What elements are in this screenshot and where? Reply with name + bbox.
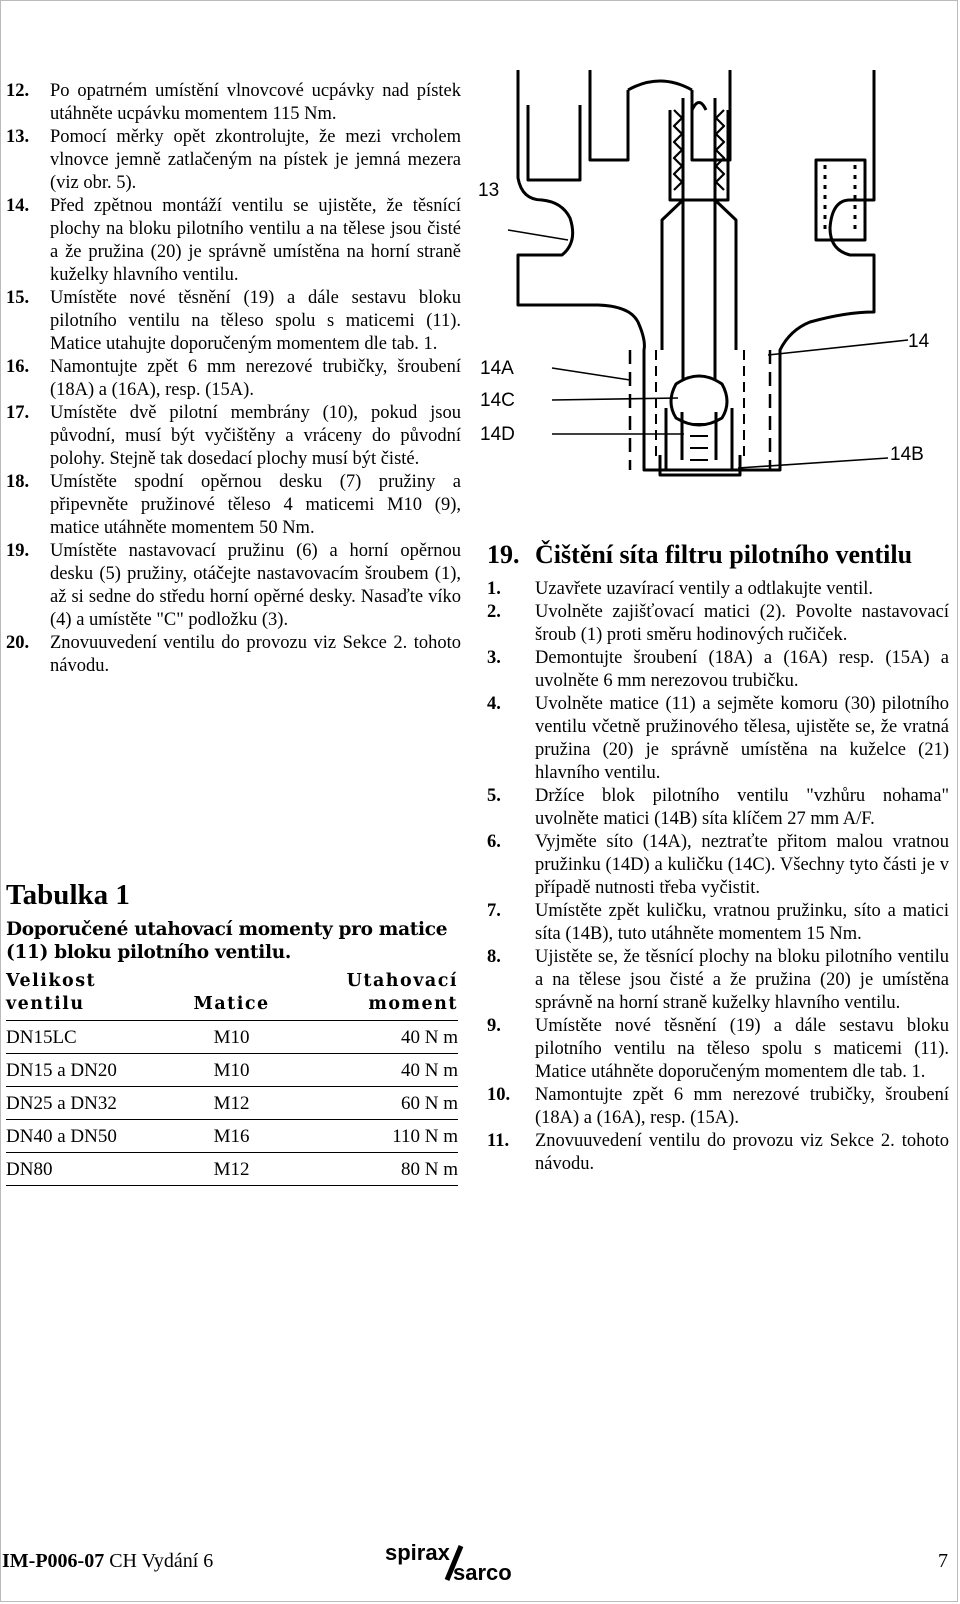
step-number: 16.: [6, 357, 30, 377]
header-size-line1: Velikost: [6, 971, 97, 991]
valve-cross-section-svg: [470, 50, 940, 520]
spirax-sarco-logo: [383, 1542, 553, 1584]
cell-size: DN80: [6, 1153, 174, 1186]
step-number: 6.: [487, 832, 501, 852]
cell-nut: M12: [174, 1087, 289, 1120]
step-13: [6, 126, 461, 195]
step-text: Ujistěte se, že těsnící plochy na bloku pilotního ventilu a na tělese jsou čisté a že pružina (20) je umístěna správně na horní straně kuželky hlavního ventilu.: [535, 947, 949, 1013]
step-text: Umístěte nové těsnění (19) a dále sestavu bloku pilotního ventilu na těleso spolu s maticemi (11). Matice utahujte doporučeným momentem dle tab. 1.: [50, 288, 461, 354]
step-text: Umístěte spodní opěrnou desku (7) pružiny a připevněte pružinové těleso 4 maticemi M10 (9), matice utáhněte momentem 50 Nm.: [50, 472, 461, 538]
step-text: Namontujte zpět 6 mm nerezové trubičky, šroubení (18A) a (16A), resp. (15A).: [535, 1085, 949, 1128]
header-torque-line2: moment: [368, 994, 458, 1014]
table-caption: Doporučené utahovací momenty pro matice (11) bloku pilotního ventilu.: [6, 919, 448, 963]
cell-size: DN25 a DN32: [6, 1087, 174, 1120]
step-number: 17.: [6, 403, 30, 423]
cell-torque: 60 N m: [289, 1087, 458, 1120]
logo-spirax-text: spirax: [385, 1542, 450, 1565]
step-5: [487, 785, 949, 831]
callout-14b: 14B: [890, 444, 924, 465]
cell-nut: M16: [174, 1120, 289, 1153]
step-text: Umístěte nastavovací pružinu (6) a horní opěrnou desku (5) pružiny, otáčejte nastavovacím šroubem (1), až si sedne do středu horní opěrné desky. Nasaďte víko (4) a umístěte "C" podložku (3).: [50, 541, 461, 630]
step-text: Před zpětnou montáží ventilu se ujistěte, že těsnící plochy na bloku pilotního ventilu a na tělese jsou čisté a že pružina (20) je správně umístěna na horní straně kuželky hlavního ventilu.: [50, 196, 461, 285]
callout-13: 13: [478, 180, 500, 201]
step-text: Znovuuvedení ventilu do provozu viz Sekce 2. tohoto návodu.: [535, 1131, 949, 1174]
step-number: 7.: [487, 901, 501, 921]
table-header-row: [6, 968, 458, 1021]
callout-14d: 14D: [480, 424, 515, 445]
step-text: Umístěte nové těsnění (19) a dále sestavu bloku pilotního ventilu na těleso spolu s maticemi (11). Matice utáhněte doporučeným momentem dle tab. 1.: [535, 1016, 949, 1082]
right-column: [487, 540, 949, 1176]
step-text: Uvolněte matice (11) a sejměte komoru (30) pilotního ventilu včetně pružinového tělesa, ujistěte se, že vratná pružina (20) je správně umístěna na kuželce (21) hlavního ventilu.: [535, 694, 949, 783]
step-number: 13.: [6, 127, 30, 147]
header-torque-line1: Utahovací: [346, 971, 458, 991]
header-size-line2: ventilu: [6, 994, 85, 1014]
page-footer: [0, 1540, 960, 1584]
step-14: [6, 195, 461, 287]
callout-14c: 14C: [480, 390, 515, 411]
table-title: Tabulka 1: [6, 879, 130, 911]
table-row: [6, 1054, 458, 1087]
cell-torque: 40 N m: [289, 1054, 458, 1087]
table-row: [6, 1087, 458, 1120]
header-torque: [289, 968, 458, 1021]
cell-size: DN15 a DN20: [6, 1054, 174, 1087]
table-row: [6, 1021, 458, 1054]
step-number: 5.: [487, 786, 501, 806]
step-number: 4.: [487, 694, 501, 714]
document-issue: CH Vydání 6: [109, 1550, 214, 1572]
step-number: 8.: [487, 947, 501, 967]
step-number: 11.: [487, 1131, 510, 1151]
step-2: [487, 601, 949, 647]
step-text: Umístěte zpět kuličku, vratnou pružinku, síto a matici síta (14B), tuto utáhněte momentem 15 Nm.: [535, 901, 949, 944]
step-text: Znovuuvedení ventilu do provozu viz Sekce 2. tohoto návodu.: [50, 633, 461, 676]
cell-torque: 80 N m: [289, 1153, 458, 1186]
step-10: [487, 1084, 949, 1130]
logo-sarco-text: sarco: [453, 1560, 512, 1584]
step-number: 20.: [6, 633, 30, 653]
step-number: 10.: [487, 1085, 511, 1105]
step-text: Uvolněte zajišťovací matici (2). Povolte nastavovací šroub (1) proti směru hodinových ručiček.: [535, 602, 949, 645]
torque-table: [6, 968, 458, 1186]
step-text: Umístěte dvě pilotní membrány (10), pokud jsou původní, musí být vyčištěny a vráceny do původní polohy. Stejně tak dosedací plochy musí být čisté.: [50, 403, 461, 469]
step-number: 1.: [487, 579, 501, 599]
step-text: Držíce blok pilotního ventilu "vzhůru nohama" uvolněte matici (14B) síta klíčem 27 mm A/F.: [535, 786, 949, 829]
step-text: Namontujte zpět 6 mm nerezové trubičky, šroubení (18A) a (16A), resp. (15A).: [50, 357, 461, 400]
left-column: [6, 80, 461, 678]
pilot-valve-diagram: [470, 50, 940, 520]
step-3: [487, 647, 949, 693]
table-row: [6, 1153, 458, 1186]
step-9: [487, 1015, 949, 1084]
header-size: [6, 968, 174, 1021]
step-15: [6, 287, 461, 356]
step-number: 15.: [6, 288, 30, 308]
step-number: 2.: [487, 602, 501, 622]
page-number: 7: [938, 1550, 948, 1572]
cell-nut: M10: [174, 1021, 289, 1054]
step-number: 14.: [6, 196, 30, 216]
callout-14: 14: [908, 331, 930, 352]
cell-torque: 110 N m: [289, 1120, 458, 1153]
cell-size: DN15LC: [6, 1021, 174, 1054]
step-8: [487, 946, 949, 1015]
cell-size: DN40 a DN50: [6, 1120, 174, 1153]
step-text: Vyjměte síto (14A), neztraťte přitom malou vratnou pružinku (14D) a kuličku (14C). Všechny tyto části je v případě nutnosti třeba vyčistit.: [535, 832, 949, 898]
cell-torque: 40 N m: [289, 1021, 458, 1054]
step-16: [6, 356, 461, 402]
step-text: Uzavřete uzavírací ventily a odtlakujte ventil.: [535, 579, 873, 599]
cell-nut: M12: [174, 1153, 289, 1186]
section-heading: [487, 540, 949, 570]
step-number: 19.: [6, 541, 30, 561]
step-17: [6, 402, 461, 471]
section-number: 19.: [487, 540, 520, 569]
step-18: [6, 471, 461, 540]
step-text: Demontujte šroubení (18A) a (16A) resp. (15A) a uvolněte 6 mm nerezovou trubičku.: [535, 648, 949, 691]
torque-table-block: [6, 878, 458, 1186]
step-7: [487, 900, 949, 946]
cell-nut: M10: [174, 1054, 289, 1087]
callout-14a: 14A: [480, 358, 514, 379]
step-number: 3.: [487, 648, 501, 668]
step-text: Po opatrném umístění vlnovcové ucpávky nad pístek utáhněte ucpávku momentem 115 Nm.: [50, 81, 461, 124]
step-number: 9.: [487, 1016, 501, 1036]
step-12: [6, 80, 461, 126]
step-11: [487, 1130, 949, 1176]
document-reference: [2, 1550, 213, 1573]
step-6: [487, 831, 949, 900]
step-text: Pomocí měrky opět zkontrolujte, že mezi vrcholem vlnovce jemně zatlačeným na pístek je jemná mezera (viz obr. 5).: [50, 127, 461, 193]
document-code: IM-P006-07: [2, 1550, 105, 1572]
step-20: [6, 632, 461, 678]
step-19: [6, 540, 461, 632]
step-number: 18.: [6, 472, 30, 492]
header-nut: Matice: [174, 968, 289, 1021]
step-1: [487, 578, 949, 601]
section-title-text: Čištění síta filtru pilotního ventilu: [535, 540, 913, 569]
table-row: [6, 1120, 458, 1153]
step-number: 12.: [6, 81, 30, 101]
step-4: [487, 693, 949, 785]
